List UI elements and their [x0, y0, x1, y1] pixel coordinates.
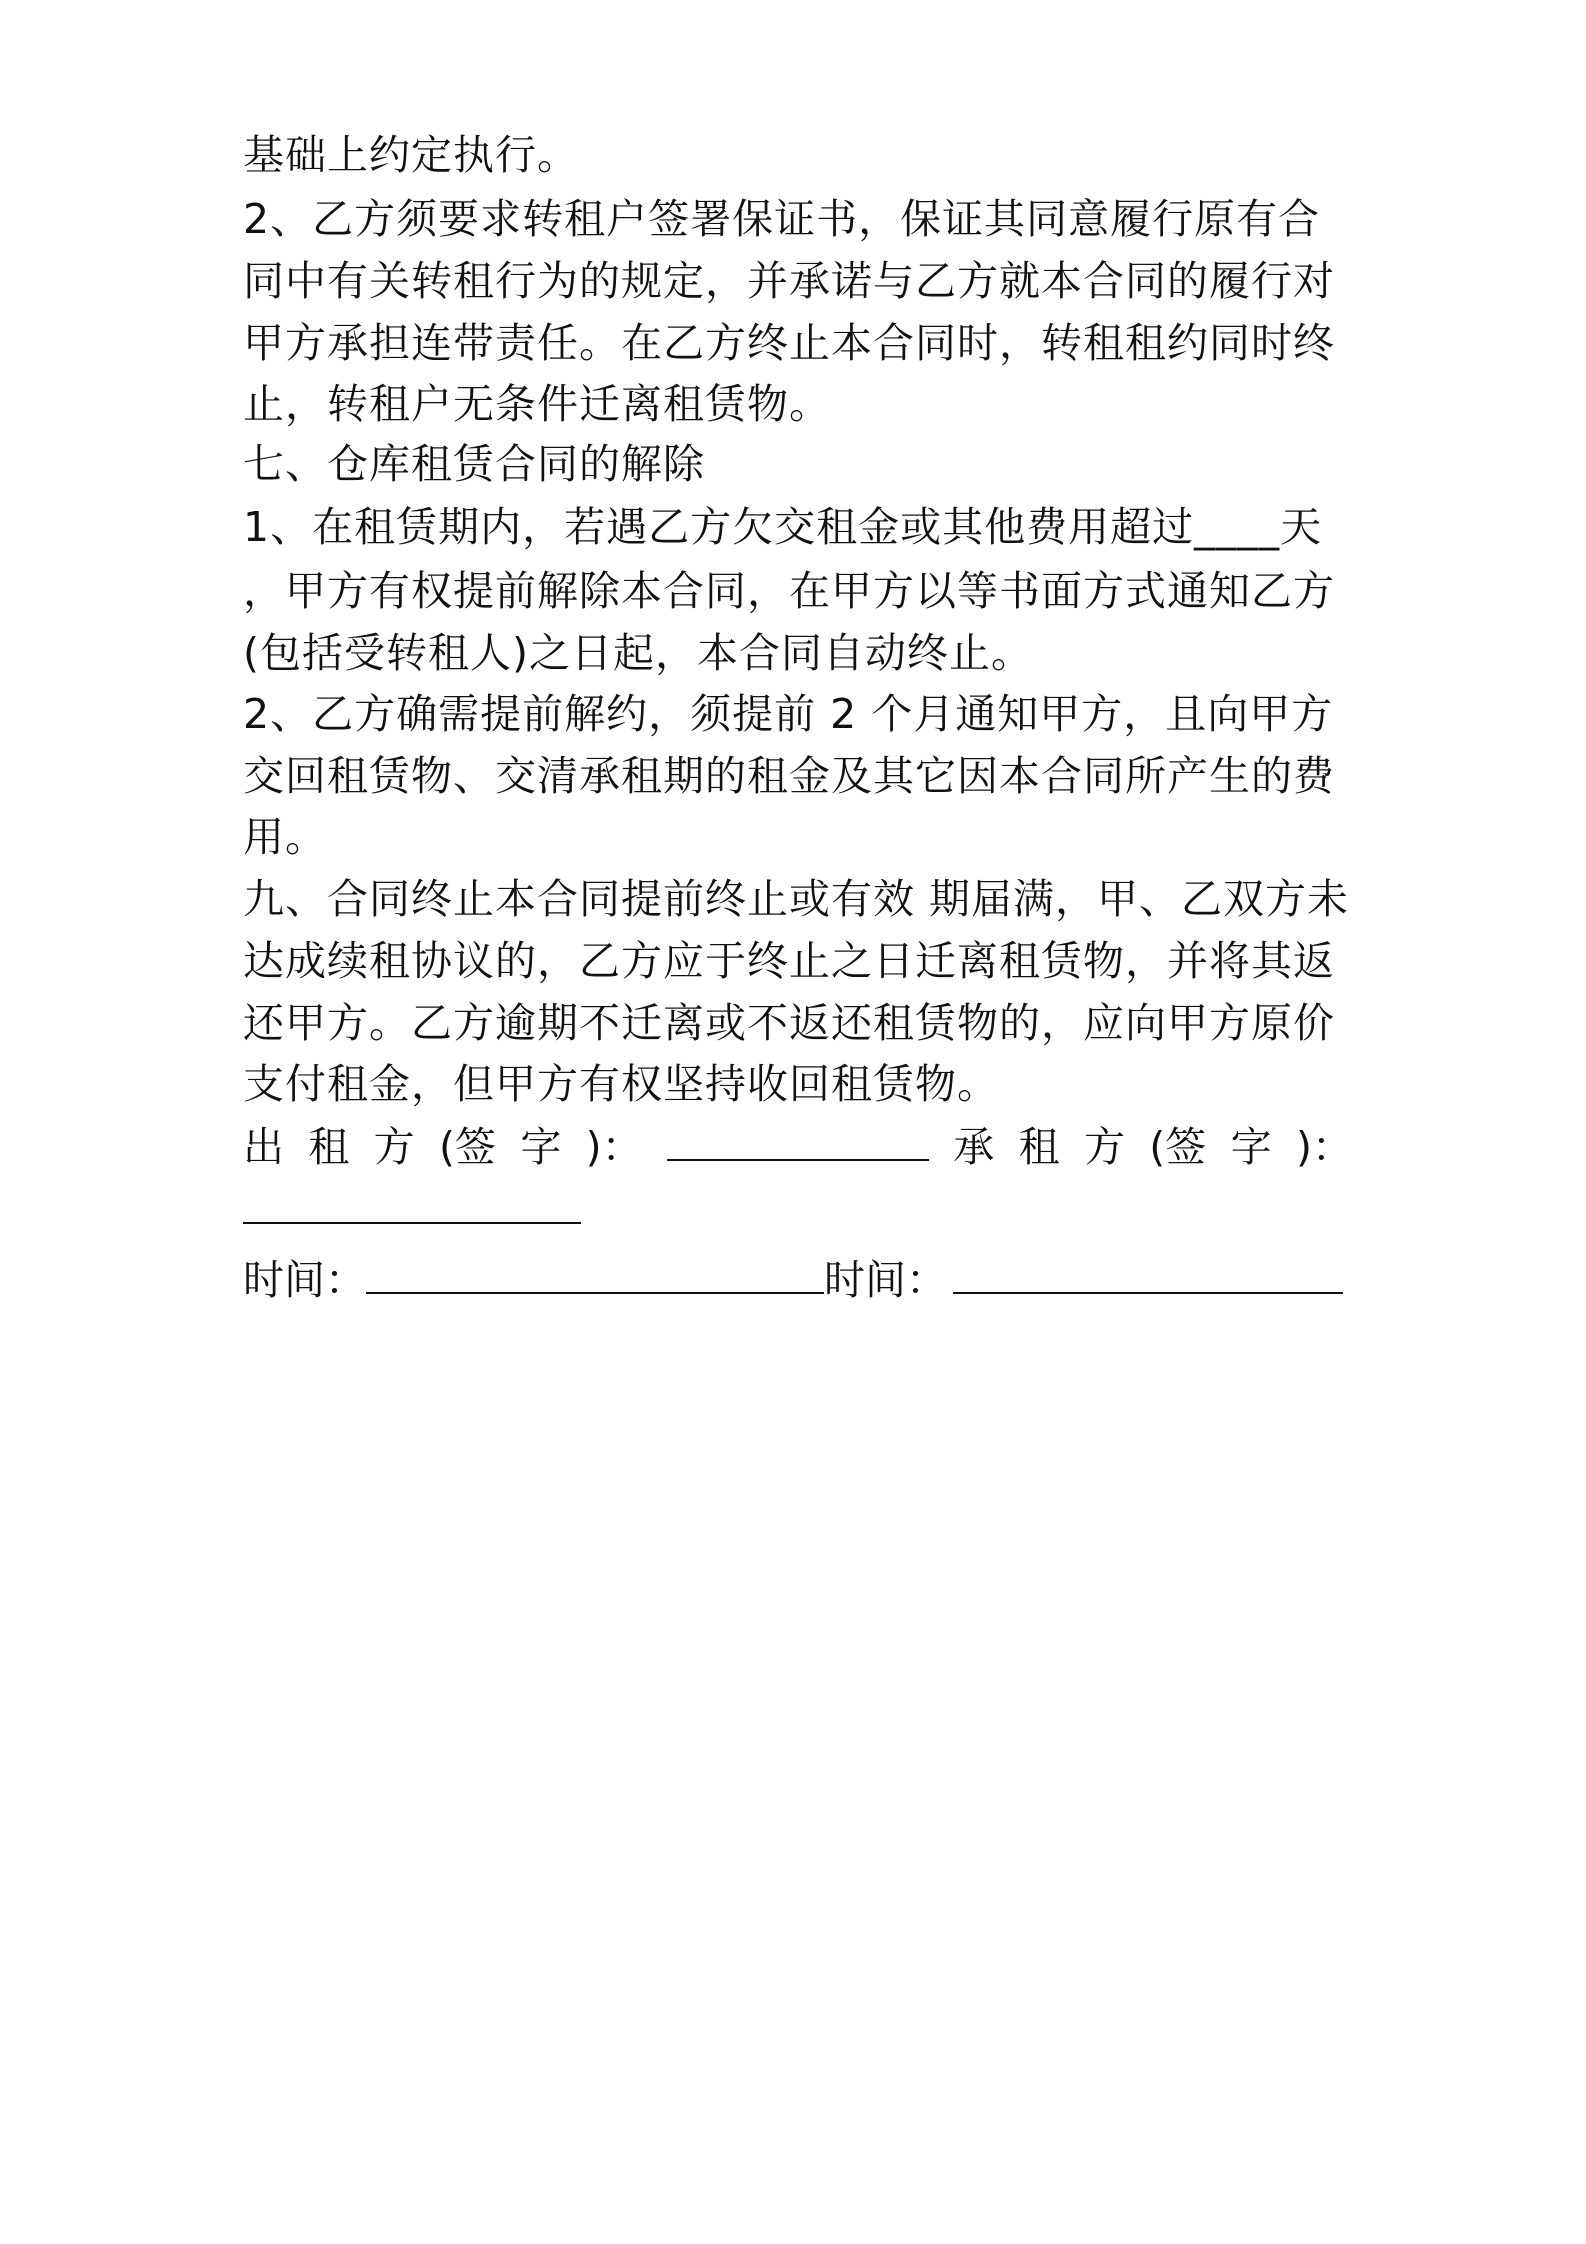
lessor-time-label: 时间：: [243, 1256, 366, 1304]
lessee-time-label: 时间：: [824, 1256, 947, 1304]
lessor-char-4: (签: [438, 1123, 496, 1171]
lessee-char-4: (签: [1149, 1123, 1207, 1171]
section-heading-7: 七、仓库租赁合同的解除: [243, 440, 705, 488]
lessor-char-6: )：: [585, 1123, 643, 1171]
lessor-signature-blank: [667, 1121, 929, 1161]
lessor-char-3: 方: [373, 1123, 415, 1171]
text-line-9: (包括受转租人)之日起，本合同自动终止。: [243, 629, 1033, 677]
time-row: [243, 1250, 1343, 1310]
lessee-signature-row: [243, 1180, 581, 1240]
text-line-4: 甲方承担连带责任。在乙方终止本合同时，转租租约同时终: [243, 319, 1335, 367]
text-line-1: 基础上约定执行。: [243, 131, 579, 179]
lessee-char-6: )：: [1295, 1123, 1353, 1171]
text-line-10: 2、乙方确需提前解约，须提前 2 个月通知甲方，且向甲方: [243, 690, 1334, 738]
lessor-char-2: 租: [308, 1123, 350, 1171]
text-line-7: 1、在租赁期内，若遇乙方欠交租金或其他费用超过____天: [243, 503, 1323, 551]
signature-row: [243, 1117, 1353, 1177]
text-line-5: 止，转租户无条件迁离租赁物。: [243, 380, 831, 428]
text-line-11: 交回租赁物、交清承租期的租金及其它因本合同所产生的费: [243, 752, 1335, 800]
lessee-char-3: 方: [1083, 1123, 1125, 1171]
lessor-char-5: 字: [520, 1123, 562, 1171]
text-line-16: 支付租金，但甲方有权坚持收回租赁物。: [243, 1060, 999, 1108]
lessor-time-blank: [366, 1254, 824, 1294]
text-line-12: 用。: [243, 813, 327, 861]
text-line-8: ，甲方有权提前解除本合同，在甲方以等书面方式通知乙方: [243, 567, 1335, 615]
lessee-char-1: 承: [953, 1123, 995, 1171]
text-line-15: 还甲方。乙方逾期不迁离或不返还租赁物的，应向甲方原价: [243, 999, 1335, 1047]
lessee-time-blank: [953, 1254, 1343, 1294]
text-line-14: 达成续租协议的，乙方应于终止之日迁离租赁物，并将其返: [243, 937, 1335, 985]
text-line-3: 同中有关转租行为的规定，并承诺与乙方就本合同的履行对: [243, 257, 1335, 305]
lessor-char-1: 出: [243, 1123, 284, 1171]
lessee-signature-blank: [243, 1184, 581, 1224]
lessee-char-5: 字: [1230, 1123, 1272, 1171]
section-heading-9: 九、合同终止本合同提前终止或有效 期届满，甲、乙双方未: [243, 875, 1350, 923]
lessee-char-2: 租: [1018, 1123, 1060, 1171]
text-line-2: 2、乙方须要求转租户签署保证书，保证其同意履行原有合: [243, 195, 1321, 243]
